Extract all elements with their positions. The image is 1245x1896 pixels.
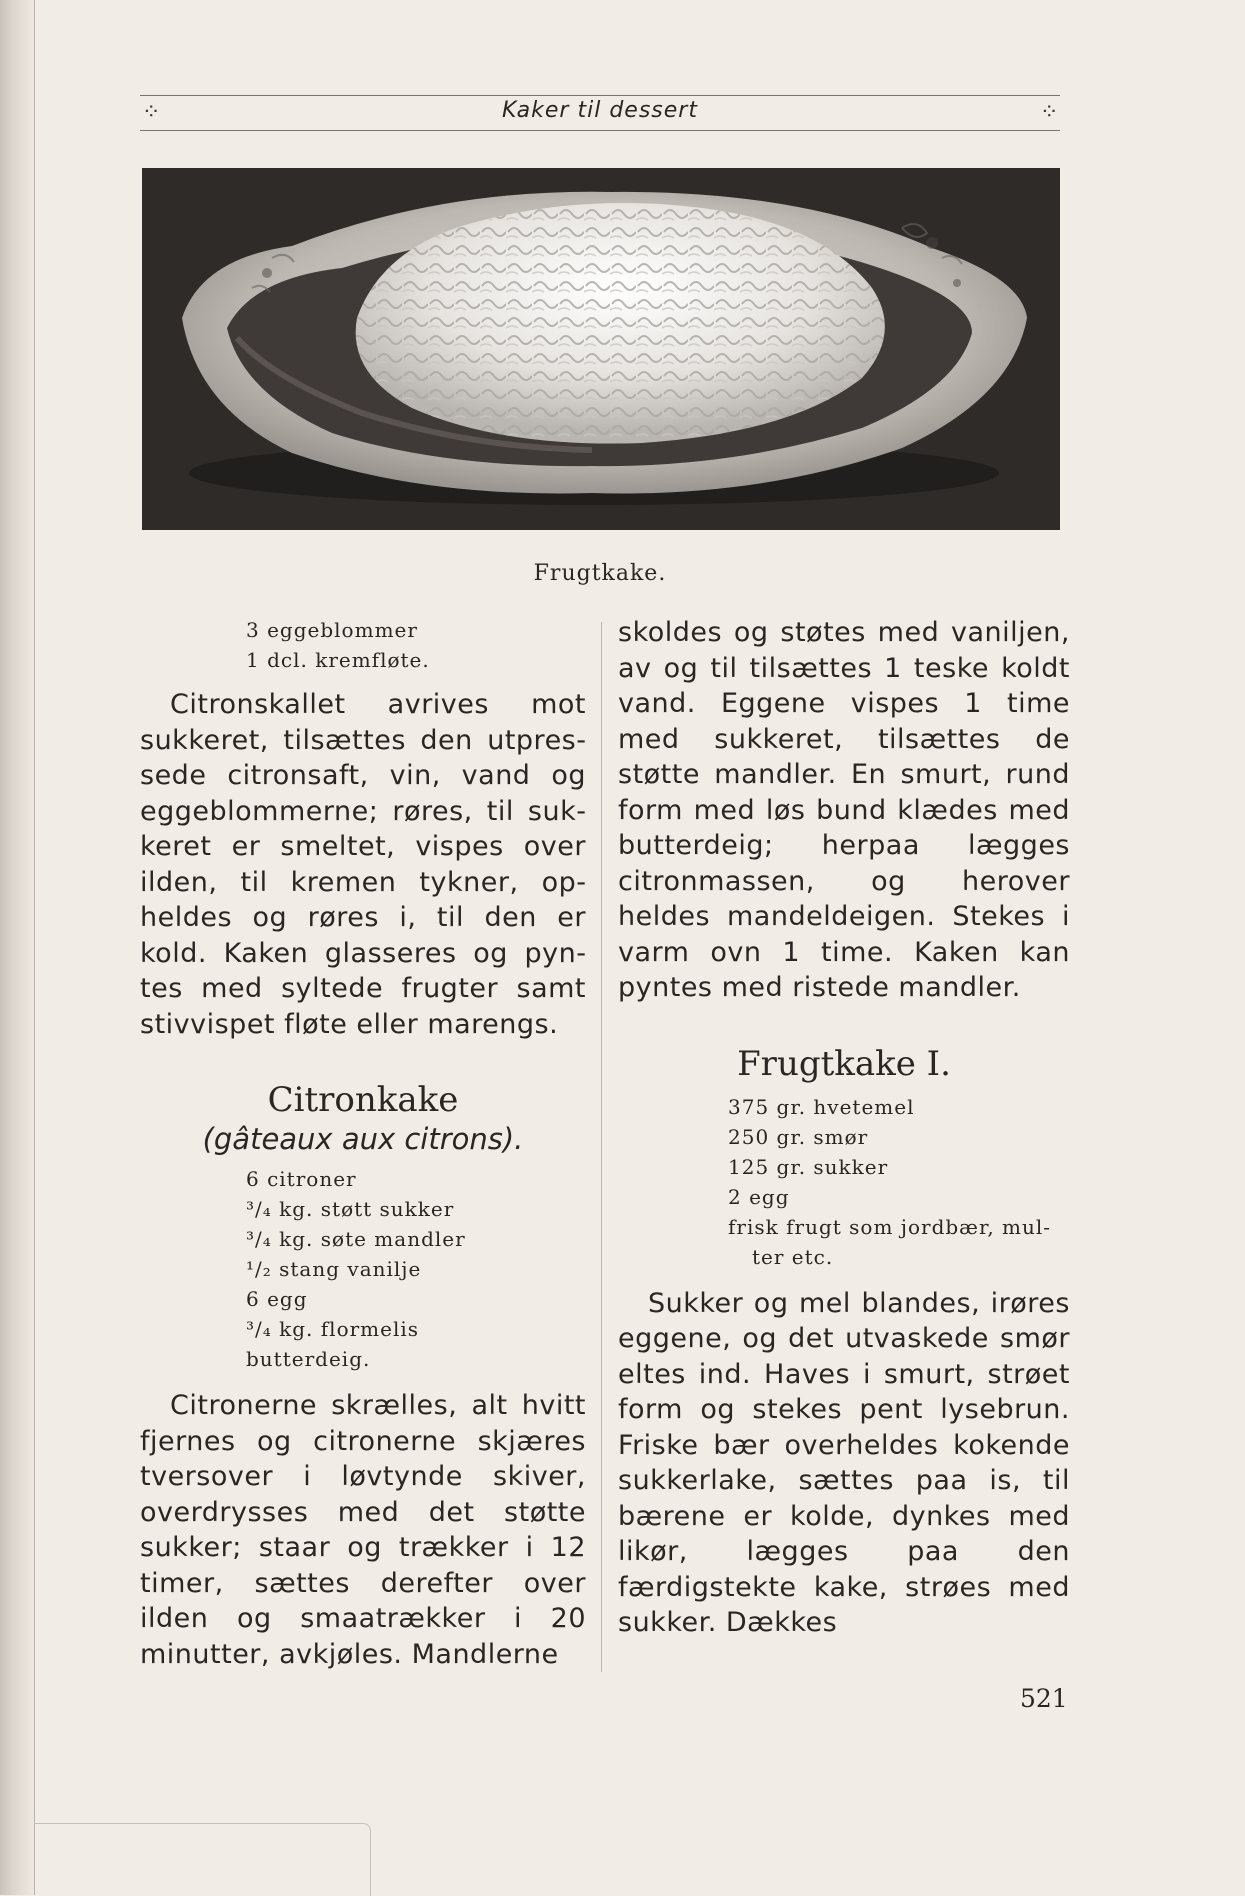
- ingredient: frisk frugt som jordbær, mul-: [728, 1214, 1052, 1239]
- scan-artifact-box: [34, 1823, 371, 1896]
- ingredient: 2 egg: [728, 1184, 790, 1209]
- recipe-heading-frugtkake: Frugtkake I.: [737, 1043, 951, 1084]
- ingredient: butterdeig.: [246, 1347, 371, 1371]
- cake-illustration: [142, 168, 1060, 530]
- ingredient: 3 eggeblommer: [246, 618, 418, 642]
- ingredient: ter etc.: [752, 1244, 834, 1269]
- photo-caption: Frugtkake.: [533, 561, 667, 586]
- ornament-left: ⁘: [142, 100, 161, 125]
- running-title: Kaker til dessert: [502, 98, 698, 123]
- recipe-text: Citronerne skrælles, alt hvitt fjernes og citronerne skjæres tversover i løvtynde skiver, overdrysses med det støtte sukker; staar og trækker i 12 timer, sættes derefter over ilden og smaatrækker i 20 minutter, avkjøles. Mandlerne: [140, 1390, 586, 1670]
- ingredient: 6 citroner: [246, 1167, 357, 1191]
- recipe-text: skoldes og støtes med vaniljen, av og til tilsættes 1 teske koldt vand. Eggene vispes 1 time med sukkeret, tilsættes de støtte mandler. En smurt, rund form med løs bund klædes med butterdeig; herpaa lægges citronmassen, og herover heldes mandeldeigen. Stekes i varm ovn 1 time. Kaken kan pyntes med ristede mandler.: [618, 617, 1070, 1003]
- ingredients-list: [140, 1164, 586, 1374]
- column-divider: [601, 622, 602, 1672]
- right-column: [618, 615, 1070, 1641]
- ingredients-list: [618, 1092, 1070, 1272]
- ingredient: ¹/₂ stang vanilje: [246, 1257, 422, 1281]
- ingredient: ³/₄ kg. flormelis: [246, 1317, 420, 1341]
- header-rule-top: [140, 95, 1060, 96]
- ingredients-list: [140, 615, 586, 675]
- recipe-subheading: (gâteaux aux citrons).: [202, 1122, 524, 1156]
- header-rule-bottom: [140, 130, 1060, 131]
- cake-photo: [142, 168, 1060, 530]
- ingredient: 6 egg: [246, 1287, 308, 1311]
- recipe-heading-citronkake: Citronkake: [267, 1080, 459, 1120]
- ingredient: 1 dcl. kremfløte.: [246, 648, 430, 672]
- ingredient: 125 gr. sukker: [728, 1154, 889, 1179]
- ingredient: ³/₄ kg. støtt sukker: [246, 1197, 455, 1221]
- recipe-text: Sukker og mel blandes, irøres eggene, og det utvaskede smør eltes ind. Haves i smurt, strøet form og stekes pent lysebrun. Friske bær overheldes kokende sukkerlake, sættes paa is, til bærene er kolde, dynkes med likør, lægges paa den færdigstekte kake, strøes med sukker. Dækkes: [618, 1287, 1070, 1638]
- recipe-text: Citronskallet avrives mot sukkeret, tilsættes den utpressede citronsaft, vin, vand og eggeblommerne; røres, til sukkeret er smeltet, vispes over ilden, til kremen tykner, opheldes og røres i, til den er kold. Kaken glasseres og pyntes med syltede frugter samt stivvispet fløte eller marengs.: [140, 689, 586, 1040]
- ingredient: ³/₄ kg. søte mandler: [246, 1227, 466, 1251]
- ingredient: 250 gr. smør: [728, 1124, 869, 1149]
- left-column: [140, 615, 586, 1672]
- ingredient: 375 gr. hvetemel: [728, 1094, 915, 1119]
- ornament-right: ⁘: [1040, 100, 1059, 125]
- book-spine: [0, 0, 35, 1895]
- page-number: 521: [1020, 1684, 1068, 1713]
